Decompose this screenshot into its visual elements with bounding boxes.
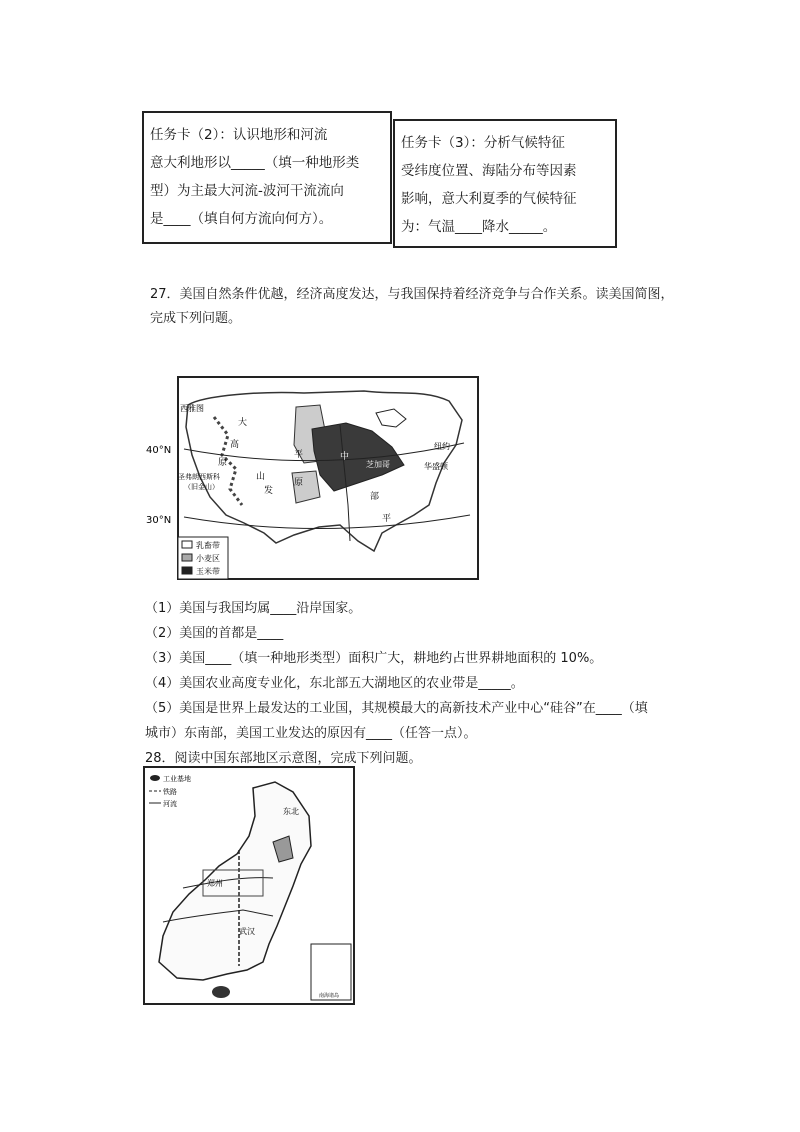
china-east-map [143, 766, 355, 1006]
task-card-3 [393, 119, 617, 248]
task-card-3-line-2: 影响，意大利夏季的气候特征 [401, 191, 577, 207]
legend-dairy-label: 乳畜带 [196, 541, 220, 550]
task-card-2-title: 任务卡（2）：认识地形和河流 [150, 127, 328, 143]
legend-river-label: 河流 [163, 800, 177, 808]
label-shan: 山 [256, 472, 266, 482]
label-zhong: 中 [340, 452, 350, 462]
q27-item-5-line-2: 城市）东南部，美国工业发达的原因有____（任答一点）。 [145, 726, 477, 741]
label-bu: 部 [370, 492, 380, 502]
label-newyork: 纽约 [434, 442, 450, 451]
label-san-francisco-2: （旧金山） [184, 483, 219, 491]
south-china-sea-inset [311, 944, 351, 1000]
q27-item-1: （1）美国与我国均属____沿岸国家。 [145, 601, 362, 616]
q28-intro: 28．阅读中国东部地区示意图，完成下列问题。 [145, 751, 422, 766]
legend-wheat-swatch [182, 554, 192, 561]
label-seattle: 西雅图 [180, 404, 204, 413]
label-fa: 发 [264, 486, 274, 496]
q27-item-2: （2）美国的首都是____ [145, 626, 284, 641]
hainan-island [212, 986, 230, 998]
label-zhengzhou: 郑州 [207, 879, 223, 888]
label-ping-2: 平 [382, 514, 392, 524]
label-dongbei: 东北 [283, 807, 299, 816]
label-san-francisco: 圣弗朗西斯科 [178, 473, 220, 481]
legend-corn-label: 玉米带 [196, 567, 220, 576]
q27-item-5-line-1: （5）美国是世界上最发达的工业国，其规模最大的高新技术产业中心“硅谷”在____（填 [145, 701, 648, 716]
label-yuan: 原 [218, 458, 228, 468]
legend-wheat-label: 小麦区 [196, 554, 220, 563]
label-ping: 平 [294, 450, 304, 460]
task-card-3-line-1: 受纬度位置、海陆分布等因素 [401, 163, 577, 179]
legend-corn-swatch [182, 567, 192, 574]
usa-map [144, 365, 484, 583]
task-card-2-line-3: 是____（填自何方流向何方）。 [150, 211, 333, 227]
q27-item-4: （4）美国农业高度专业化，东北部五大湖地区的农业带是_____。 [145, 676, 524, 691]
lat-30-label: 30°N [146, 515, 172, 526]
task-card-3-line-3: 为：气温____降水_____。 [401, 219, 557, 235]
label-chicago: 芝加哥 [366, 460, 390, 469]
task-card-2-line-2: 型）为主最大河流-波河干流流向 [150, 183, 344, 199]
inset-label: 南海诸岛 [319, 993, 340, 999]
label-wuhan: 武汉 [239, 927, 255, 936]
legend-rail-label: 铁路 [163, 788, 177, 796]
legend-dairy-swatch [182, 541, 192, 548]
label-yuan-2: 原 [294, 478, 304, 488]
legend-industrial-base-swatch [150, 775, 160, 781]
lat-40-label: 40°N [146, 445, 172, 456]
q27-intro-line-2: 完成下列问题。 [150, 311, 242, 326]
legend-industrial-base-label: 工业基地 [163, 775, 191, 783]
task-card-3-title: 任务卡（3）：分析气候特征 [401, 135, 565, 151]
label-washington: 华盛顿 [424, 462, 448, 471]
q27-intro-line-1: 27．美国自然条件优越，经济高度发达，与我国保持着经济竞争与合作关系。读美国简图， [150, 287, 674, 302]
label-da: 大 [238, 418, 248, 428]
q27-item-3: （3）美国____（填一种地形类型）面积广大，耕地约占世界耕地面积的 10%。 [145, 651, 603, 666]
label-gao: 高 [230, 440, 240, 450]
task-card-2 [142, 111, 392, 244]
task-card-2-line-1: 意大利地形以_____（填一种地形类 [150, 155, 360, 171]
